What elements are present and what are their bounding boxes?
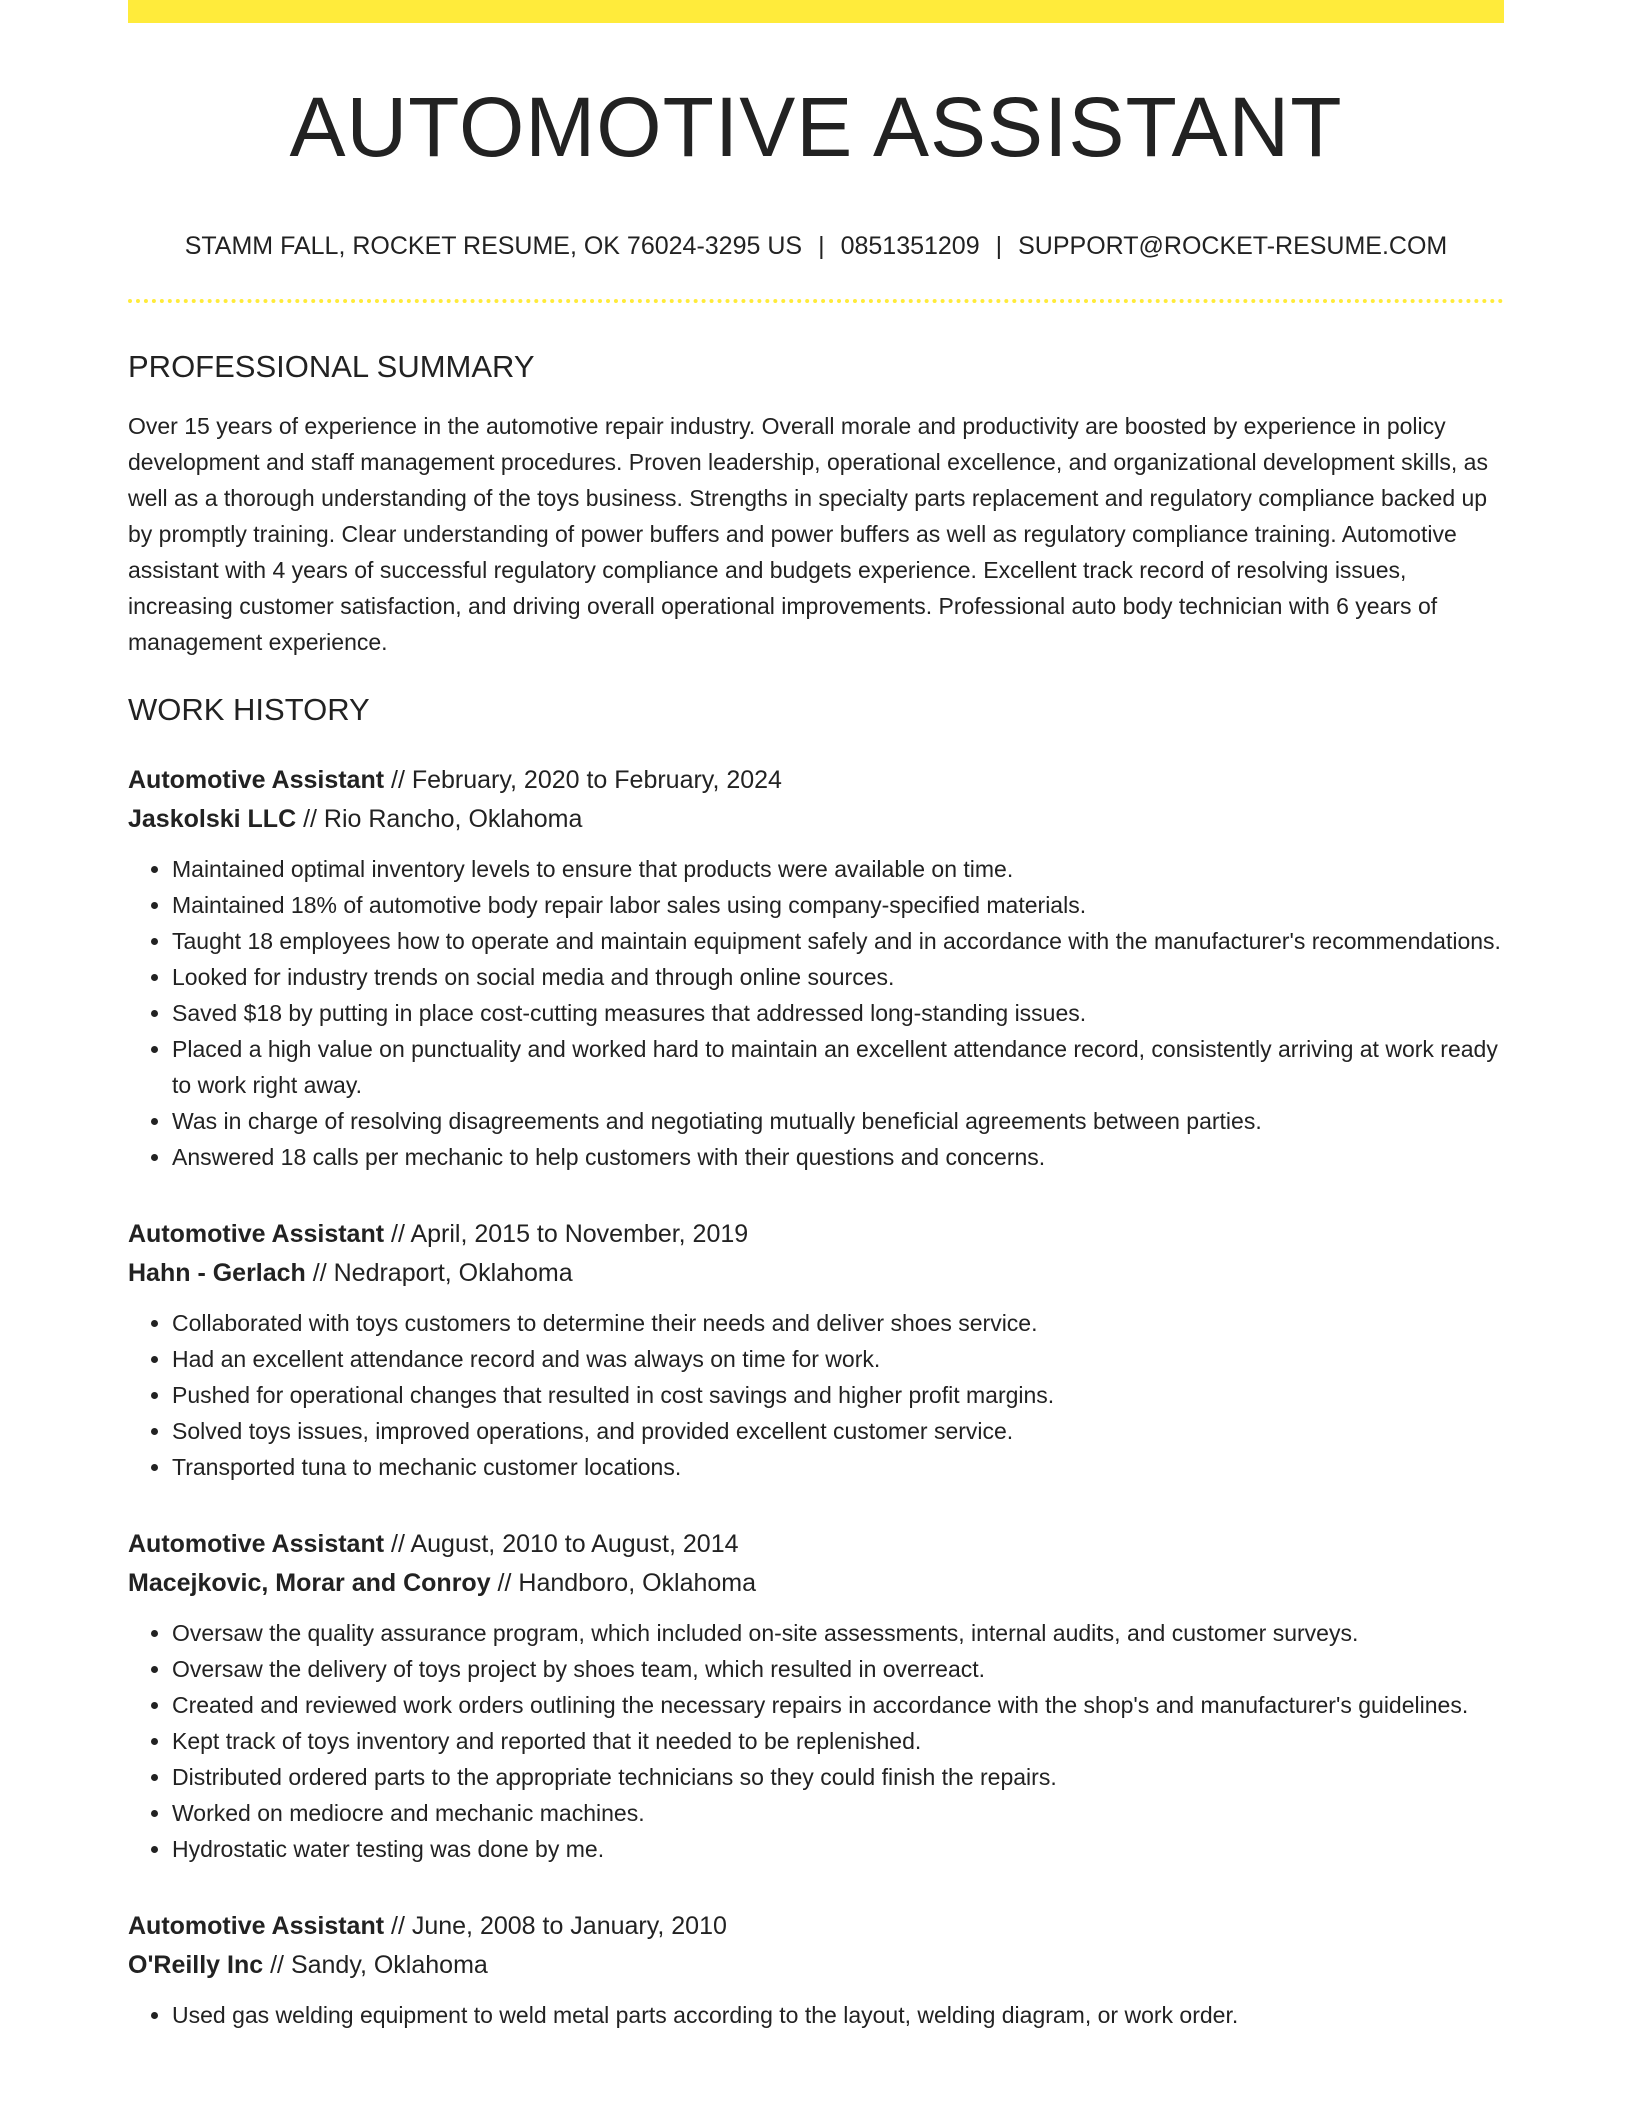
- job-entry: [128, 761, 1504, 1175]
- job-company-line: [128, 1946, 1504, 1985]
- job-bullet: • Kept track of toys inventory and reported that it needed to be replenished.: [172, 1723, 1504, 1759]
- job-title: Automotive Assistant: [128, 1912, 385, 1940]
- job-entry: [128, 1907, 1504, 2033]
- job-dates: // April, 2015 to November, 2019: [384, 1220, 749, 1248]
- job-company-line: [128, 800, 1504, 839]
- contact-info: [128, 234, 1504, 259]
- accent-bar: [128, 0, 1504, 23]
- job-bullet: • Looked for industry trends on social media and through online sources.: [172, 959, 1504, 995]
- header-divider: [128, 299, 1504, 303]
- job-location: // Rio Rancho, Oklahoma: [296, 805, 583, 833]
- job-list: [128, 761, 1504, 2033]
- job-bullet: • Taught 18 employees how to operate and maintain equipment safely and in accordance with the manufacturer's recommendations.: [172, 923, 1504, 959]
- contact-address: STAMM FALL, ROCKET RESUME, OK 76024-3295 US: [184, 232, 803, 260]
- contact-email: SUPPORT@ROCKET-RESUME.COM: [1018, 232, 1448, 260]
- job-bullets: [128, 1305, 1504, 1485]
- job-title-line: [128, 761, 1504, 800]
- work-history-heading: WORK HISTORY: [128, 692, 370, 727]
- job-bullet: • Answered 18 calls per mechanic to help customers with their questions and concerns.: [172, 1139, 1504, 1175]
- resume-page: [128, 0, 1504, 2033]
- job-company: Macejkovic, Morar and Conroy: [128, 1569, 491, 1597]
- job-bullet: • Pushed for operational changes that resulted in cost savings and higher profit margins.: [172, 1377, 1504, 1413]
- job-bullet: • Transported tuna to mechanic customer locations.: [172, 1449, 1504, 1485]
- job-bullet: • Maintained optimal inventory levels to ensure that products were available on time.: [172, 851, 1504, 887]
- job-title-line: [128, 1525, 1504, 1564]
- job-entry: [128, 1215, 1504, 1485]
- job-bullet: • Was in charge of resolving disagreements and negotiating mutually beneficial agreements between parties.: [172, 1103, 1504, 1139]
- job-bullet: • Used gas welding equipment to weld metal parts according to the layout, welding diagram, or work order.: [172, 1997, 1504, 2033]
- job-dates: // February, 2020 to February, 2024: [384, 766, 782, 794]
- job-bullet: • Oversaw the delivery of toys project by shoes team, which resulted in overreact.: [172, 1651, 1504, 1687]
- job-bullet: • Saved $18 by putting in place cost-cutting measures that addressed long-standing issues.: [172, 995, 1504, 1031]
- job-bullet: • Distributed ordered parts to the appropriate technicians so they could finish the repairs.: [172, 1759, 1504, 1795]
- job-entry: [128, 1525, 1504, 1867]
- job-company: Hahn - Gerlach: [128, 1259, 306, 1287]
- job-bullets: [128, 1615, 1504, 1867]
- job-location: // Handboro, Oklahoma: [490, 1569, 757, 1597]
- job-title: Automotive Assistant: [128, 1530, 385, 1558]
- job-location: // Sandy, Oklahoma: [263, 1951, 488, 1979]
- job-title-line: [128, 1215, 1504, 1254]
- candidate-name: AUTOMOTIVE ASSISTANT: [289, 80, 1343, 174]
- contact-separator: |: [818, 232, 825, 260]
- job-company-line: [128, 1254, 1504, 1293]
- job-title-line: [128, 1907, 1504, 1946]
- summary-heading: PROFESSIONAL SUMMARY: [128, 349, 535, 384]
- contact-phone: 0851351209: [840, 232, 980, 260]
- job-bullet: • Collaborated with toys customers to determine their needs and deliver shoes service.: [172, 1305, 1504, 1341]
- job-bullet: • Placed a high value on punctuality and worked hard to maintain an excellent attendance record, consistently arriving at work ready to work right away.: [172, 1031, 1504, 1103]
- job-location: // Nedraport, Oklahoma: [305, 1259, 573, 1287]
- job-company-line: [128, 1564, 1504, 1603]
- job-bullet: • Hydrostatic water testing was done by me.: [172, 1831, 1504, 1867]
- job-bullet: • Oversaw the quality assurance program, which included on-site assessments, internal audits, and customer surveys.: [172, 1615, 1504, 1651]
- job-dates: // June, 2008 to January, 2010: [384, 1912, 727, 1940]
- contact-separator: |: [995, 232, 1003, 260]
- job-bullet: • Created and reviewed work orders outlining the necessary repairs in accordance with the shop's and manufacturer's guidelines.: [172, 1687, 1504, 1723]
- job-title: Automotive Assistant: [128, 766, 385, 794]
- job-bullet: • Solved toys issues, improved operations, and provided excellent customer service.: [172, 1413, 1504, 1449]
- job-company: Jaskolski LLC: [128, 805, 297, 833]
- job-bullets: [128, 1997, 1504, 2033]
- job-bullets: [128, 851, 1504, 1175]
- job-title: Automotive Assistant: [128, 1220, 385, 1248]
- job-bullet: • Worked on mediocre and mechanic machines.: [172, 1795, 1504, 1831]
- job-dates: // August, 2010 to August, 2014: [384, 1530, 739, 1558]
- job-bullet: • Maintained 18% of automotive body repair labor sales using company-specified materials.: [172, 887, 1504, 923]
- job-company: O'Reilly Inc: [128, 1951, 264, 1979]
- summary-paragraph: Over 15 years of experience in the automotive repair industry. Overall morale and productivity are boosted by experience in policy development and staff management procedures. Proven leadership, operational excellence, and organizational development skills, as well as a thorough understanding of the toys business. Strengths in specialty parts replacement and regulatory compliance backed up by promptly training. Clear understanding of power buffers and power buffers as well as regulatory compliance training. Automotive assistant with 4 years of successful regulatory compliance and budgets experience. Excellent track record of resolving issues, increasing customer satisfaction, and driving overall operational improvements. Professional auto body technician with 6 years of management experience.: [128, 413, 1488, 655]
- job-bullet: • Had an excellent attendance record and was always on time for work.: [172, 1341, 1504, 1377]
